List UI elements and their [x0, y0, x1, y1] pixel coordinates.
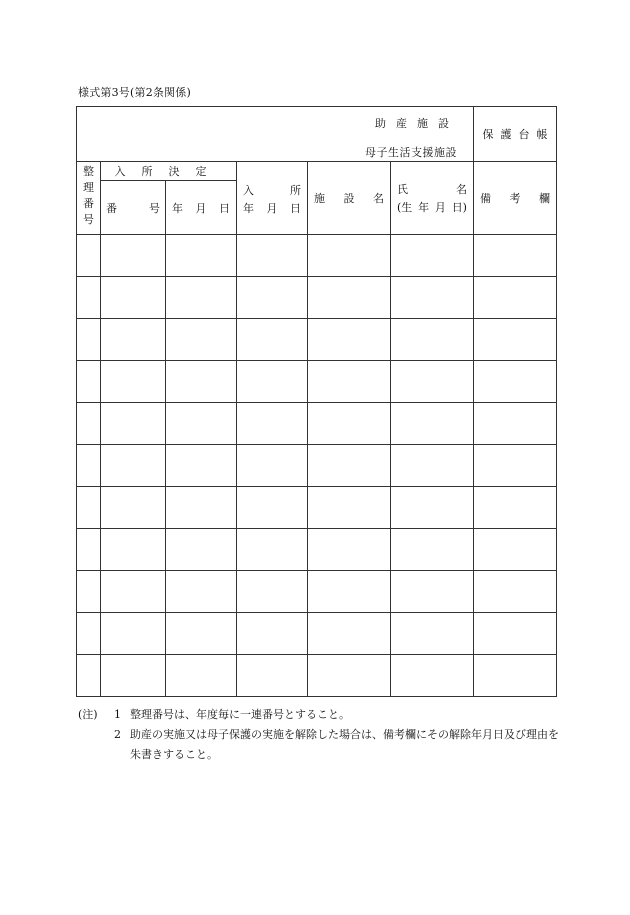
- table-cell[interactable]: [101, 571, 166, 613]
- table-row: [77, 403, 557, 445]
- table-cell[interactable]: [391, 487, 474, 529]
- admission-date-header: 入 所 年 月 日: [237, 162, 308, 235]
- table-cell[interactable]: [474, 487, 557, 529]
- table-cell[interactable]: [474, 571, 557, 613]
- table-cell[interactable]: [308, 613, 391, 655]
- table-cell[interactable]: [166, 319, 237, 361]
- table-cell[interactable]: [237, 235, 308, 277]
- table-row: [77, 235, 557, 277]
- table-row: [77, 361, 557, 403]
- notes-section: [78, 705, 560, 765]
- facility-name-header: 施 設 名: [308, 162, 391, 235]
- table-cell[interactable]: [166, 361, 237, 403]
- table-cell[interactable]: [77, 319, 101, 361]
- table-cell[interactable]: [237, 361, 308, 403]
- table-cell[interactable]: [391, 277, 474, 319]
- table-cell[interactable]: [77, 487, 101, 529]
- table-cell[interactable]: [237, 403, 308, 445]
- table-cell[interactable]: [101, 361, 166, 403]
- table-cell[interactable]: [308, 319, 391, 361]
- table-header-row: [77, 107, 557, 162]
- table-cell[interactable]: [166, 613, 237, 655]
- table-cell[interactable]: [77, 571, 101, 613]
- table-cell[interactable]: [391, 613, 474, 655]
- table-cell[interactable]: [101, 613, 166, 655]
- table-cell[interactable]: [77, 235, 101, 277]
- facility-type-cell: [77, 107, 474, 162]
- table-cell[interactable]: [166, 655, 237, 697]
- decision-date-header: 年 月 日: [166, 181, 237, 235]
- table-row: [77, 655, 557, 697]
- column-header-row-1: [77, 162, 557, 181]
- table-cell[interactable]: [474, 277, 557, 319]
- table-cell[interactable]: [166, 529, 237, 571]
- facility-type-mother-child: 母子生活支援施設: [365, 146, 457, 159]
- form-label: 様式第3号(第2条関係): [78, 86, 191, 99]
- table-cell[interactable]: [101, 235, 166, 277]
- table-cell[interactable]: [101, 445, 166, 487]
- notes-prefix: (注): [78, 708, 98, 721]
- table-cell[interactable]: [237, 487, 308, 529]
- table-cell[interactable]: [101, 319, 166, 361]
- table-cell[interactable]: [237, 613, 308, 655]
- table-cell[interactable]: [391, 403, 474, 445]
- table-cell[interactable]: [391, 361, 474, 403]
- table-cell[interactable]: [237, 277, 308, 319]
- ledger-title: 保護台帳: [474, 107, 557, 162]
- table-cell[interactable]: [391, 655, 474, 697]
- table-cell[interactable]: [308, 445, 391, 487]
- table-cell[interactable]: [474, 403, 557, 445]
- table-cell[interactable]: [77, 529, 101, 571]
- table-cell[interactable]: [77, 655, 101, 697]
- table-cell[interactable]: [77, 613, 101, 655]
- table-cell[interactable]: [308, 571, 391, 613]
- table-cell[interactable]: [474, 613, 557, 655]
- table-cell[interactable]: [166, 571, 237, 613]
- table-cell[interactable]: [166, 445, 237, 487]
- table-cell[interactable]: [101, 403, 166, 445]
- table-cell[interactable]: [308, 487, 391, 529]
- table-cell[interactable]: [77, 277, 101, 319]
- table-cell[interactable]: [166, 487, 237, 529]
- table-cell[interactable]: [101, 655, 166, 697]
- table-cell[interactable]: [237, 319, 308, 361]
- table-cell[interactable]: [391, 235, 474, 277]
- name-birthdate-header: 氏 名 (生 年 月 日): [391, 162, 474, 235]
- table-cell[interactable]: [237, 529, 308, 571]
- note-number: 2: [114, 728, 121, 741]
- table-row: [77, 319, 557, 361]
- table-cell[interactable]: [166, 235, 237, 277]
- table-cell[interactable]: [77, 361, 101, 403]
- table-cell[interactable]: [391, 319, 474, 361]
- table-cell[interactable]: [391, 571, 474, 613]
- table-cell[interactable]: [101, 487, 166, 529]
- table-cell[interactable]: [474, 235, 557, 277]
- facility-type-midwifery: 助産施設: [375, 117, 459, 130]
- table-cell[interactable]: [308, 529, 391, 571]
- serial-number-header: 整 理 番 号: [77, 162, 101, 235]
- table-cell[interactable]: [474, 445, 557, 487]
- table-cell[interactable]: [474, 361, 557, 403]
- table-cell[interactable]: [166, 403, 237, 445]
- table-row: [77, 613, 557, 655]
- table-cell[interactable]: [391, 529, 474, 571]
- table-cell[interactable]: [474, 319, 557, 361]
- table-cell[interactable]: [308, 277, 391, 319]
- table-cell[interactable]: [308, 403, 391, 445]
- table-cell[interactable]: [237, 571, 308, 613]
- table-row: [77, 445, 557, 487]
- note-number: 1: [114, 708, 121, 721]
- table-cell[interactable]: [308, 655, 391, 697]
- table-cell[interactable]: [166, 277, 237, 319]
- table-row: [77, 529, 557, 571]
- table-cell[interactable]: [308, 235, 391, 277]
- table-cell[interactable]: [308, 361, 391, 403]
- table-cell[interactable]: [77, 445, 101, 487]
- note-item: [78, 705, 560, 725]
- admission-decision-header: 入所決定: [101, 162, 237, 181]
- table-cell[interactable]: [237, 445, 308, 487]
- table-cell[interactable]: [237, 655, 308, 697]
- table-row: [77, 277, 557, 319]
- remarks-header: 備 考 欄: [474, 162, 557, 235]
- decision-number-header: 番 号: [101, 181, 166, 235]
- table-cell[interactable]: [77, 403, 101, 445]
- table-row: [77, 571, 557, 613]
- table-cell[interactable]: [101, 529, 166, 571]
- table-cell[interactable]: [474, 529, 557, 571]
- note-text: 整理番号は、年度毎に一連番号とすること。: [130, 708, 350, 721]
- protection-ledger-table: [76, 106, 557, 697]
- table-cell[interactable]: [101, 277, 166, 319]
- note-text: 助産の実施又は母子保護の実施を解除した場合は、備考欄にその解除年月日及び理由を朱書きすること。: [130, 728, 559, 761]
- table-row: [77, 487, 557, 529]
- note-item: [78, 725, 560, 765]
- table-cell[interactable]: [391, 445, 474, 487]
- table-cell[interactable]: [474, 655, 557, 697]
